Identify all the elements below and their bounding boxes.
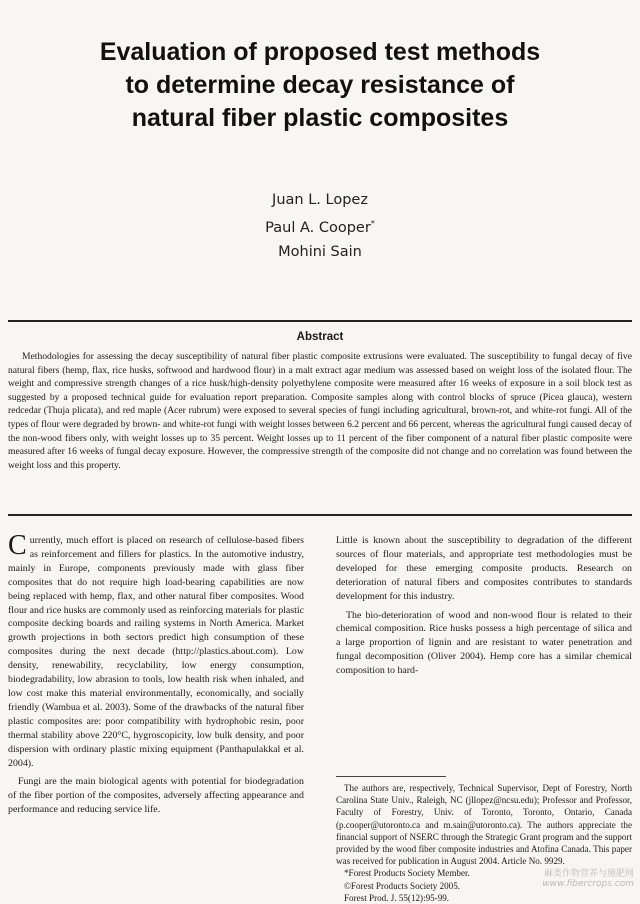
paper-title <box>40 36 600 135</box>
title-line: natural fiber plastic composites <box>131 104 509 132</box>
footnote-rule <box>336 776 446 777</box>
author-name: Juan L. Lopez <box>272 192 368 208</box>
body-paragraph <box>8 530 304 770</box>
body-column-left <box>8 530 304 822</box>
footnote-citation: Forest Prod. J. 55(12):95-99. <box>344 892 450 903</box>
abstract-text: Methodologies for assessing the decay susceptibility of natural fiber plastic composite extrusions were evaluated. The susceptibility to fungal decay of five natural fibers (hemp, flax, rice husks, softwood and hardwood flour) in a malt extract agar medium was assessed based on weight loss of the isolated flour. The weight and compressive strength changes of a rice husk/high-density polyethylene composite were measured after 16 weeks of exposure in a soil block test as suggested by a proposed technical guide for evaluation report preparation. Composite samples along with control blocks of spruce (Picea glauca), western redcedar (Thuja plicata), and red maple (Acer rubrum) were exposed to several species of fungi including agricultural, brown-rot, and white-rot fungi. All of the types of flour were degraded by brown- and white-rot fungi with weight losses between 6.2 percent and 66 percent, whereas the agricultural fungi caused decay of the non-wood fibers only, with weight losses up to 35 percent. Weight losses up to 11 percent of the fiber component of a natural fiber plastic composite were measured after 16 weeks of fungal decay exposure. However, the compressive strength of the composite did not change and no correlation was found between the weight loss and this property. <box>8 351 632 471</box>
watermark-text: 麻类作物营养与施肥网 <box>543 869 634 879</box>
author-list <box>170 188 470 264</box>
body-paragraph: Little is known about the susceptibility to degradation of the different sources of flour materials, and appropriate test methodologies must be developed for these emerging composite products. Research on deterioration of natural fibers and composites contributes to standards development for this industry. <box>336 535 632 602</box>
abstract-top-rule <box>8 320 632 322</box>
author-name: Mohini Sain <box>278 243 362 260</box>
author <box>170 188 470 212</box>
footnote-authors: The authors are, respectively, Technical Supervisor, Dept of Forestry, North Carolina State Univ., Raleigh, NC (jllopez@ncsu.edu); Professor and Professor, Faculty of Forestry, Univ. of Toronto, Toronto, Ontario, Canada (p.cooper@utoronto.ca and m.sain@utoronto.ca). The authors appreciate the financial support of NSERC through the Strategic Grant program and the support provided by the wood fiber composite industries and Atofina Canada. This paper was received for publication in August 2004. Article No. 9929. <box>336 783 632 867</box>
footnote-copyright: ©Forest Products Society 2005. <box>344 880 461 891</box>
author <box>170 212 470 240</box>
footnote-member: *Forest Products Society Member. <box>344 868 470 879</box>
title-line: to determine decay resistance of <box>125 71 515 99</box>
drop-cap: C <box>8 530 27 561</box>
title-line: Evaluation of proposed test methods <box>99 38 541 66</box>
body-paragraph: Fungi are the main biological agents with potential for biodegradation of the fiber portion of the composites, adversely affecting appearance and performance and reducing service life. <box>8 776 304 816</box>
body-paragraph: The bio-deterioration of wood and non-wood flour is related to their chemical composition. Rice husks possess a high percentage of silica and a large proportion of lignin and are resistant to water penetration and fungal decomposition (Oliver 2004). Hemp core has a similar chemical composition to hard- <box>336 609 632 677</box>
body-column-right <box>336 534 632 683</box>
watermark-url: www.fibercrops.com <box>542 879 634 889</box>
abstract-bottom-rule <box>8 514 632 516</box>
author <box>170 240 470 264</box>
watermark <box>542 866 634 889</box>
member-mark: * <box>370 219 375 228</box>
abstract-heading: Abstract <box>296 331 344 343</box>
author-name: Paul A. Cooper <box>265 219 371 236</box>
paragraph-text: urrently, much effort is placed on research of cellulose-based fibers as reinforcement and fillers for plastics. In the automotive industry, mainly in Europe, components previously made with glass fiber composites that do not require high load-bearing capabilities are now being replaced with hemp, flax, and other natural fiber composites. Wood flour and rice husks are commonly used as reinforcing materials for plastic composite decking boards and railing systems in North America. Market growth projections in both sectors predict high consumption of these composites during the next decade (http://plastics.about.com). Low density, renewability, recyclability, low energy consumption, biodegradability, low abrasion to tools, low health risk when inhaled, and low cost make this material environmentally, economically, and socially friendly (Wambua et al. 2003). Some of the drawbacks of the natural fiber plastic composites are: poor compatibility with hydrophobic resin, poor thermal stability above 220°C, hygroscopicity, low bulk density, and poor dispersion with ordinary plastic mixing equipment (Panthapulakkal et al. 2004). <box>8 535 304 769</box>
